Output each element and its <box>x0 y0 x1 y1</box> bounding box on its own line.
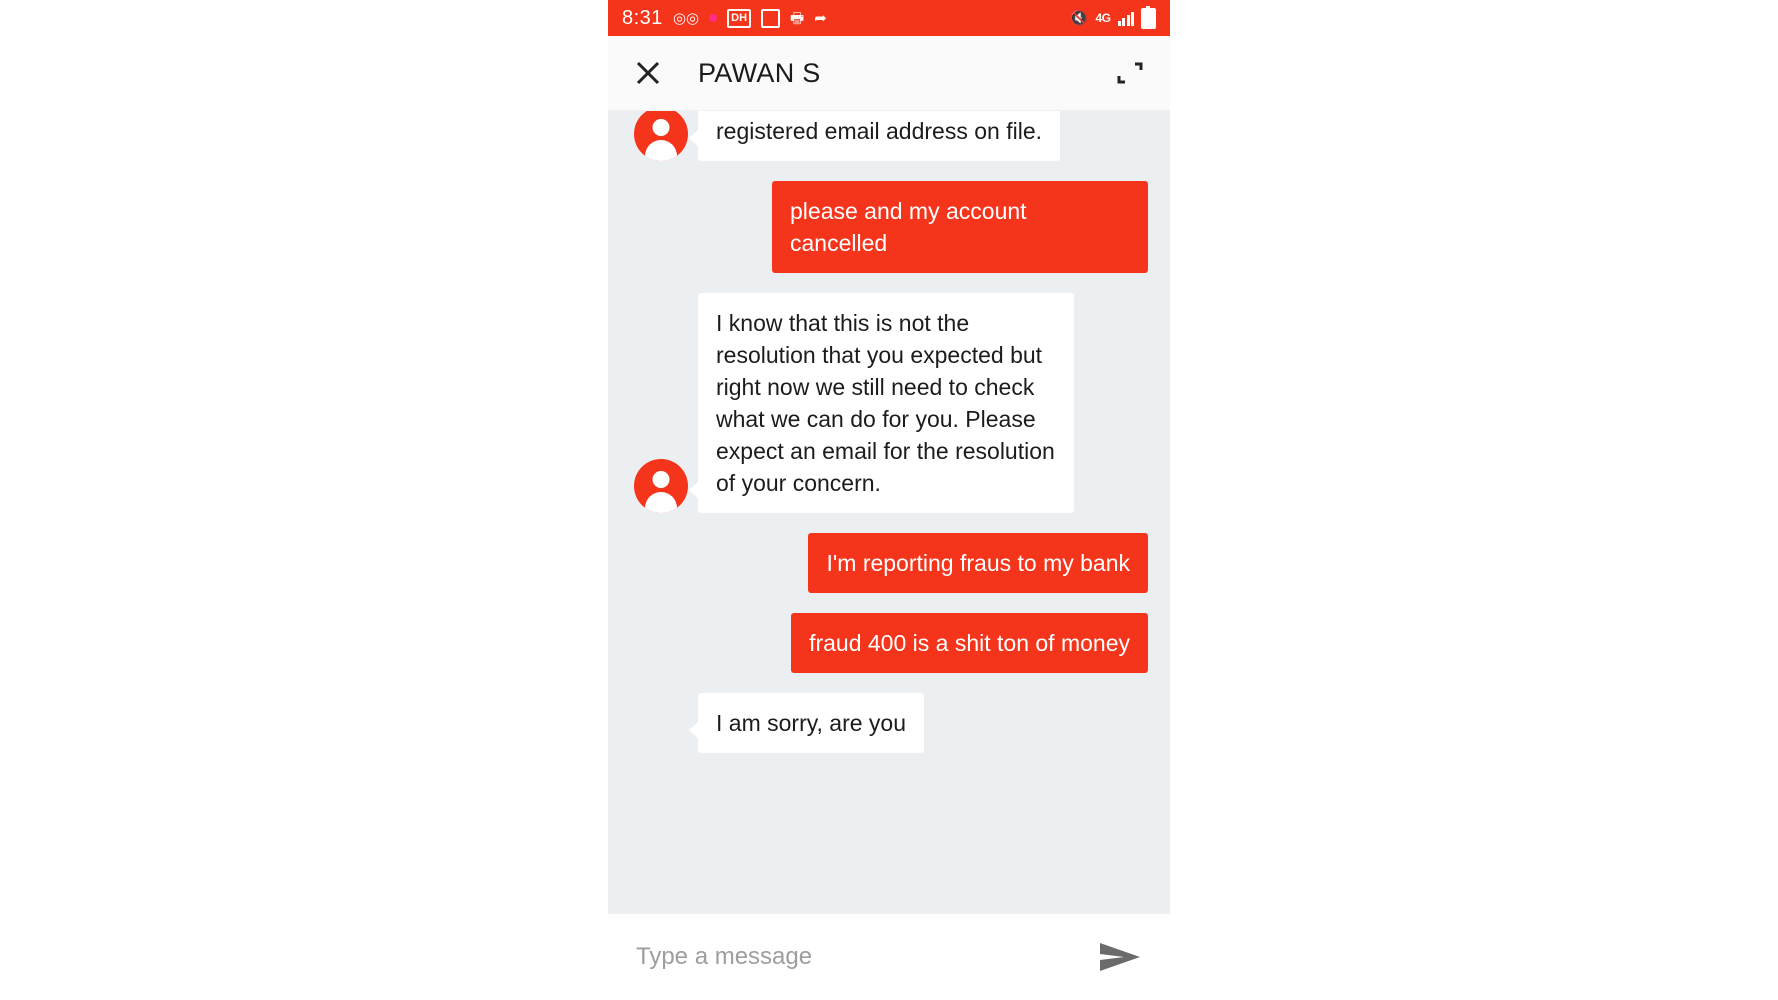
message-bubble: registered email address on file. <box>698 111 1060 161</box>
status-time: 8:31 <box>622 6 663 29</box>
message-row-agent <box>608 693 1170 753</box>
message-bubble: please and my account cancelled <box>772 181 1148 273</box>
close-icon[interactable] <box>626 51 670 95</box>
image-icon <box>761 9 780 28</box>
send-icon[interactable] <box>1094 931 1146 983</box>
dh-badge-icon: DH <box>727 9 751 28</box>
phone-screen <box>608 0 1170 1000</box>
message-row-user <box>608 533 1170 593</box>
message-row-agent <box>608 293 1170 513</box>
status-bar-right <box>1070 8 1156 29</box>
message-list[interactable] <box>608 111 1170 914</box>
avatar <box>634 111 688 161</box>
mute-icon: 🔇 <box>1069 9 1089 27</box>
message-bubble: I am sorry, are you <box>698 693 924 753</box>
message-bubble: I'm reporting fraus to my bank <box>808 533 1148 593</box>
message-row-user <box>608 181 1170 273</box>
printer-icon: 🖶 <box>790 9 805 27</box>
message-bubble: fraud 400 is a shit ton of money <box>791 613 1148 673</box>
avatar <box>634 459 688 513</box>
pink-dot-icon <box>709 14 717 22</box>
4g-icon: 4G <box>1095 11 1111 25</box>
battery-icon <box>1141 8 1156 29</box>
message-input[interactable] <box>634 942 1094 972</box>
voicemail-icon: ◎◎ <box>672 9 700 27</box>
page-title: PAWAN S <box>698 57 821 88</box>
minimize-icon[interactable] <box>1108 51 1152 95</box>
message-row-user <box>608 613 1170 673</box>
app-bar <box>608 36 1170 111</box>
arrow-icon: ➦ <box>814 9 827 27</box>
message-row-agent <box>608 111 1170 161</box>
status-bar-left <box>622 7 1070 30</box>
status-bar <box>608 0 1170 36</box>
message-composer <box>608 914 1170 1000</box>
message-bubble: I know that this is not the resolution that you expected but right now we still need to check what we can do for you. Please expect an email for the resolution of your concern. <box>698 293 1074 513</box>
signal-icon <box>1118 10 1135 26</box>
